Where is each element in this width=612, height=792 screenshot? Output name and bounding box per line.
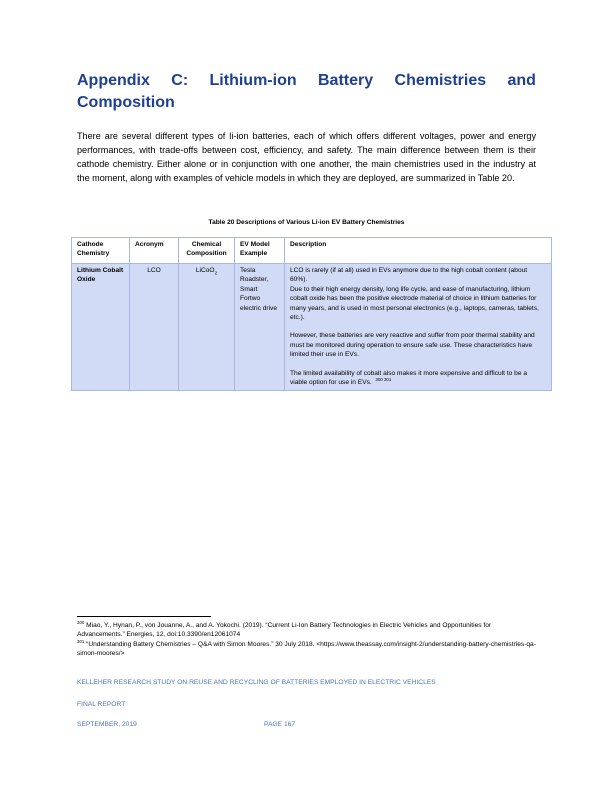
title-word: Appendix bbox=[77, 72, 150, 89]
appendix-title bbox=[77, 70, 536, 114]
footer-page-number: PAGE 167 bbox=[264, 721, 296, 728]
formula-base: LiCoO bbox=[195, 267, 215, 274]
intro-paragraph: There are several different types of li-ion batteries, each of which offers different voltages, power and energy performances, with trade-offs between cost, efficiency, and safety. The main difference between them is their cathode chemistry. Either alone or in conjunction with one another, the main chemistries used in the industry at the moment, along with examples of vehicle models in which they are deployed, are summarized in Table 20. bbox=[77, 131, 536, 184]
cell-acronym: LCO bbox=[130, 264, 179, 391]
header-description: Description bbox=[285, 238, 552, 264]
formula-subscript: 2 bbox=[214, 270, 218, 276]
cell-description bbox=[285, 264, 552, 391]
description-paragraph: Due to their high energy density, long life cycle, and ease of manufacturing, lithium cobalt oxide has been the positive electrode material of choice in lithium batteries for many years, and is used in most personal electronics (e.g., laptops, cameras, tablets, etc.). bbox=[290, 285, 539, 322]
footer-report-type: FINAL REPORT bbox=[77, 701, 126, 708]
footnote-text: Miao, Y., Hynan, P., von Jouanne, A., and A. Yokochi. (2019). “Current Li-Ion Battery Technologies in Electric Vehicles and Opportunities for Advancements.” Energies, 12, doi:10.3390/en12061074 bbox=[77, 622, 492, 639]
title-word: and bbox=[507, 72, 536, 89]
table-row bbox=[72, 264, 552, 391]
title-word: Battery bbox=[318, 72, 374, 89]
description-paragraph: However, these batteries are very reactive and suffer from poor thermal stability and must be monitored during operation to ensure safe use. These characteristics have limited their use in EVs. bbox=[290, 332, 535, 359]
footnote bbox=[77, 621, 536, 640]
footnote-number: 300 bbox=[77, 619, 85, 625]
header-chemical-composition: Chemical Composition bbox=[179, 238, 235, 264]
cell-cathode-chemistry: Lithium Cobalt Oxide bbox=[72, 264, 130, 391]
footnote bbox=[77, 640, 536, 659]
title-word: Chemistries bbox=[394, 72, 487, 89]
footer-study-title: KELLEHER RESEARCH STUDY ON REUSE AND RECYCLING OF BATTERIES EMPLOYED IN ELECTRIC VEHICLES bbox=[77, 679, 436, 686]
header-ev-model-example: EV Model Example bbox=[235, 238, 285, 264]
cell-ev-model-example: Tesla Roadster, Smart Fortwo electric drive bbox=[235, 264, 285, 391]
footnote-number: 301 bbox=[77, 638, 85, 644]
header-cathode-chemistry: Cathode Chemistry bbox=[72, 238, 130, 264]
description-paragraph: LCO is rarely (if at all) used in EVs anymore due to the high cobalt content (about 60%). bbox=[290, 267, 528, 284]
appendix-title-line-1 bbox=[77, 70, 536, 92]
title-word: C: bbox=[171, 72, 189, 89]
header-acronym: Acronym bbox=[130, 238, 179, 264]
cell-chemical-composition bbox=[179, 264, 235, 391]
description-text: The limited availability of cobalt also makes it more expensive and difficult to be a viable option for use in EVs. bbox=[290, 369, 528, 387]
footnote-text: “Understanding Battery Chemistries – Q&A with Simon Moores.” 30 July 2018. <https://www.theassay.com/insight-2/understanding-battery-chemistries-qa-simon-moores/> bbox=[77, 640, 536, 657]
appendix-title-line-2: Composition bbox=[77, 94, 175, 111]
footnote-separator bbox=[77, 616, 211, 617]
footnotes bbox=[77, 621, 536, 658]
description-paragraph bbox=[290, 369, 546, 388]
table-header-row bbox=[72, 238, 552, 264]
title-word: Lithium-ion bbox=[209, 72, 297, 89]
footer-date: SEPTEMBER, 2019 bbox=[77, 721, 137, 728]
footnote-reference[interactable]: 300 301 bbox=[375, 376, 392, 382]
table-caption: Table 20 Descriptions of Various Li-ion EV Battery Chemistries bbox=[208, 219, 405, 226]
battery-chemistry-table bbox=[71, 237, 552, 391]
